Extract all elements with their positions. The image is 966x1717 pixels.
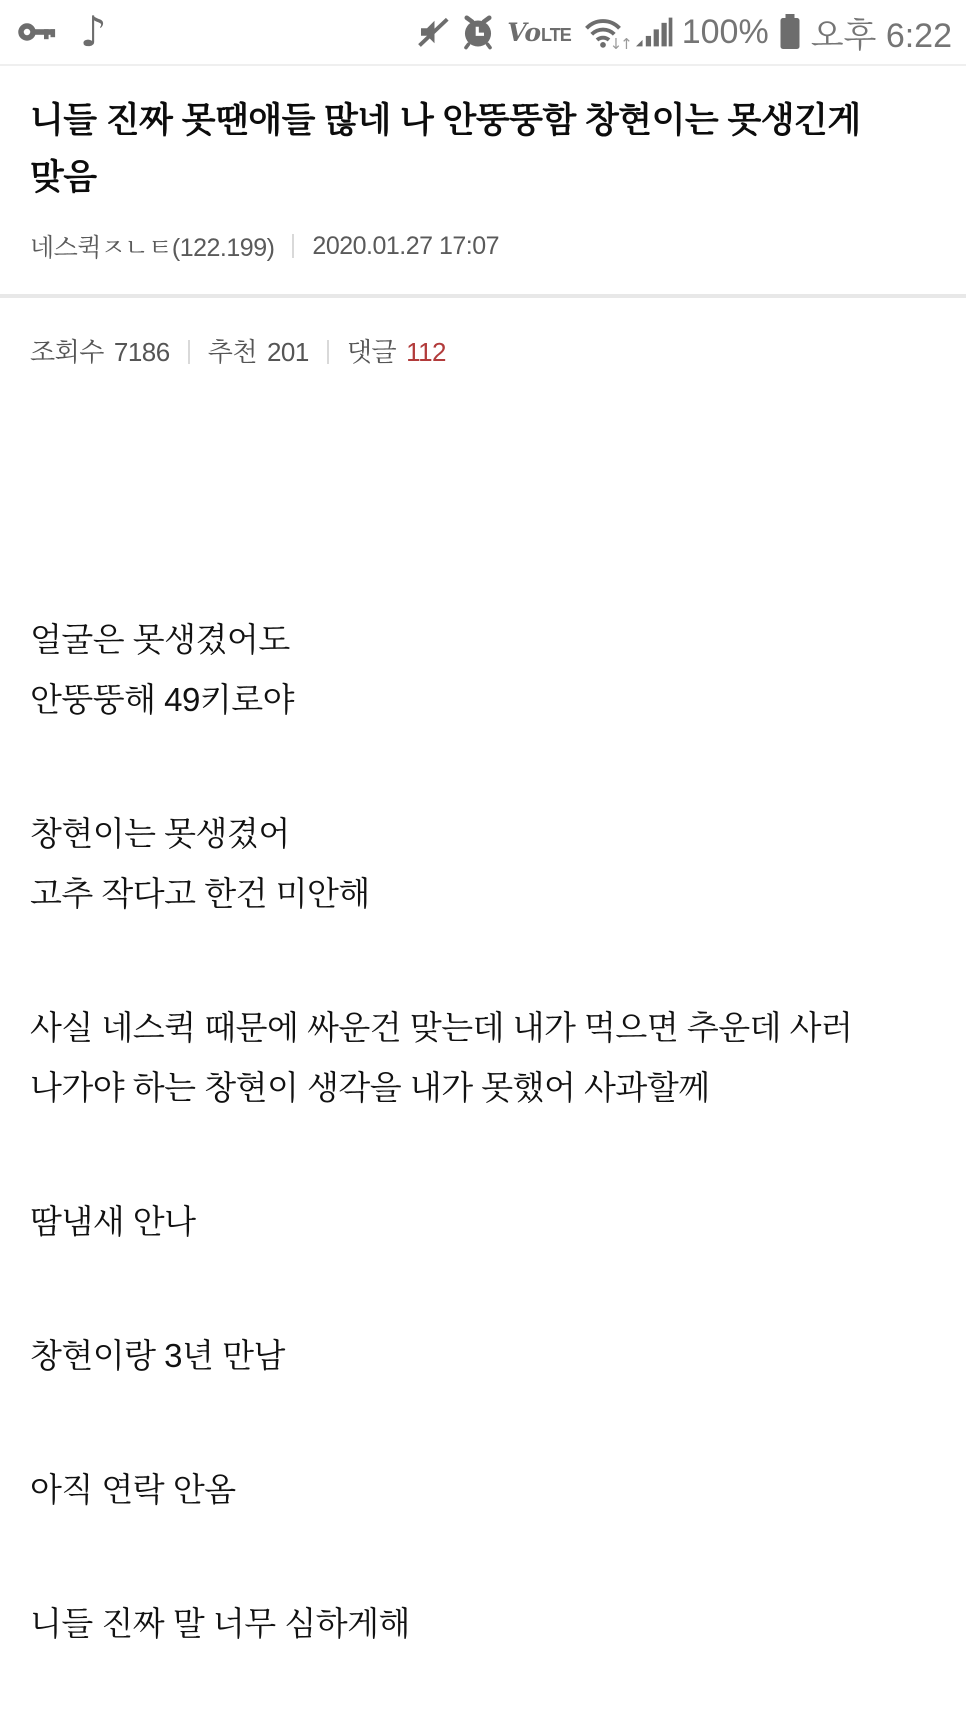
battery-percent-label: 100% (681, 12, 769, 51)
views-value: 7186 (113, 337, 170, 367)
status-bar-left (18, 7, 107, 56)
key-icon (18, 17, 58, 47)
volte-lte-label: LTE (541, 24, 571, 45)
stats-separator (188, 340, 190, 364)
signal-strength-icon (633, 15, 673, 49)
status-bar-right (415, 8, 952, 57)
alarm-icon (460, 14, 496, 50)
body-paragraph: 창현이랑 3년 만남 (30, 1337, 285, 1374)
likes-value: 201 (266, 337, 309, 367)
volte-icon (507, 18, 570, 47)
stats-row (0, 334, 966, 370)
author-name[interactable]: 네스퀵ㅈㄴㅌ(122.199) (30, 234, 275, 262)
mute-icon (415, 14, 451, 50)
body-paragraph: 땀냄새 안나 (30, 1203, 196, 1240)
likes-stat (208, 334, 309, 370)
wifi-icon (582, 15, 631, 53)
views-label: 조회수 (30, 337, 104, 367)
body-paragraph: 사실 네스퀵 때문에 싸운건 맞는데 내가 먹으면 추운데 사러 나가야 하는 창현이 생각을 내가 못했어 사과할께 (30, 1009, 853, 1106)
comments-label: 댓글 (346, 337, 397, 367)
body-paragraph: 니들 진짜 말 너무 심하게해 (30, 1605, 410, 1642)
wifi-traffic-arrows: ↓↑ (609, 35, 631, 53)
clock-label: 오후 6:22 (810, 16, 952, 55)
body-paragraph: 얼굴은 못생겼어도 안뚱뚱해 49키로야 (30, 621, 295, 718)
header-divider (0, 294, 966, 298)
status-bar (0, 0, 966, 66)
volte-vo-label: Vo (507, 17, 542, 47)
body-paragraph: 아직 연락 안옴 (30, 1471, 236, 1508)
comments-stat[interactable] (347, 334, 446, 370)
battery-icon (778, 13, 802, 51)
post-body (0, 610, 966, 1654)
post-date: 2020.01.27 17:07 (312, 231, 500, 260)
post-title: 니들 진짜 못땐애들 많네 나 안뚱뚱함 창현이는 못생긴게 맞음 (30, 101, 861, 197)
stats-separator (327, 340, 329, 364)
body-paragraph: 창현이는 못생겼어 고추 작다고 한건 미안해 (30, 815, 370, 912)
music-note-icon: ♪ (80, 7, 107, 56)
meta-separator (292, 234, 294, 258)
author-row (30, 228, 936, 264)
post-header (0, 66, 966, 264)
views-stat (30, 334, 170, 370)
likes-label: 추천 (207, 337, 257, 367)
comments-value: 112 (406, 337, 447, 367)
